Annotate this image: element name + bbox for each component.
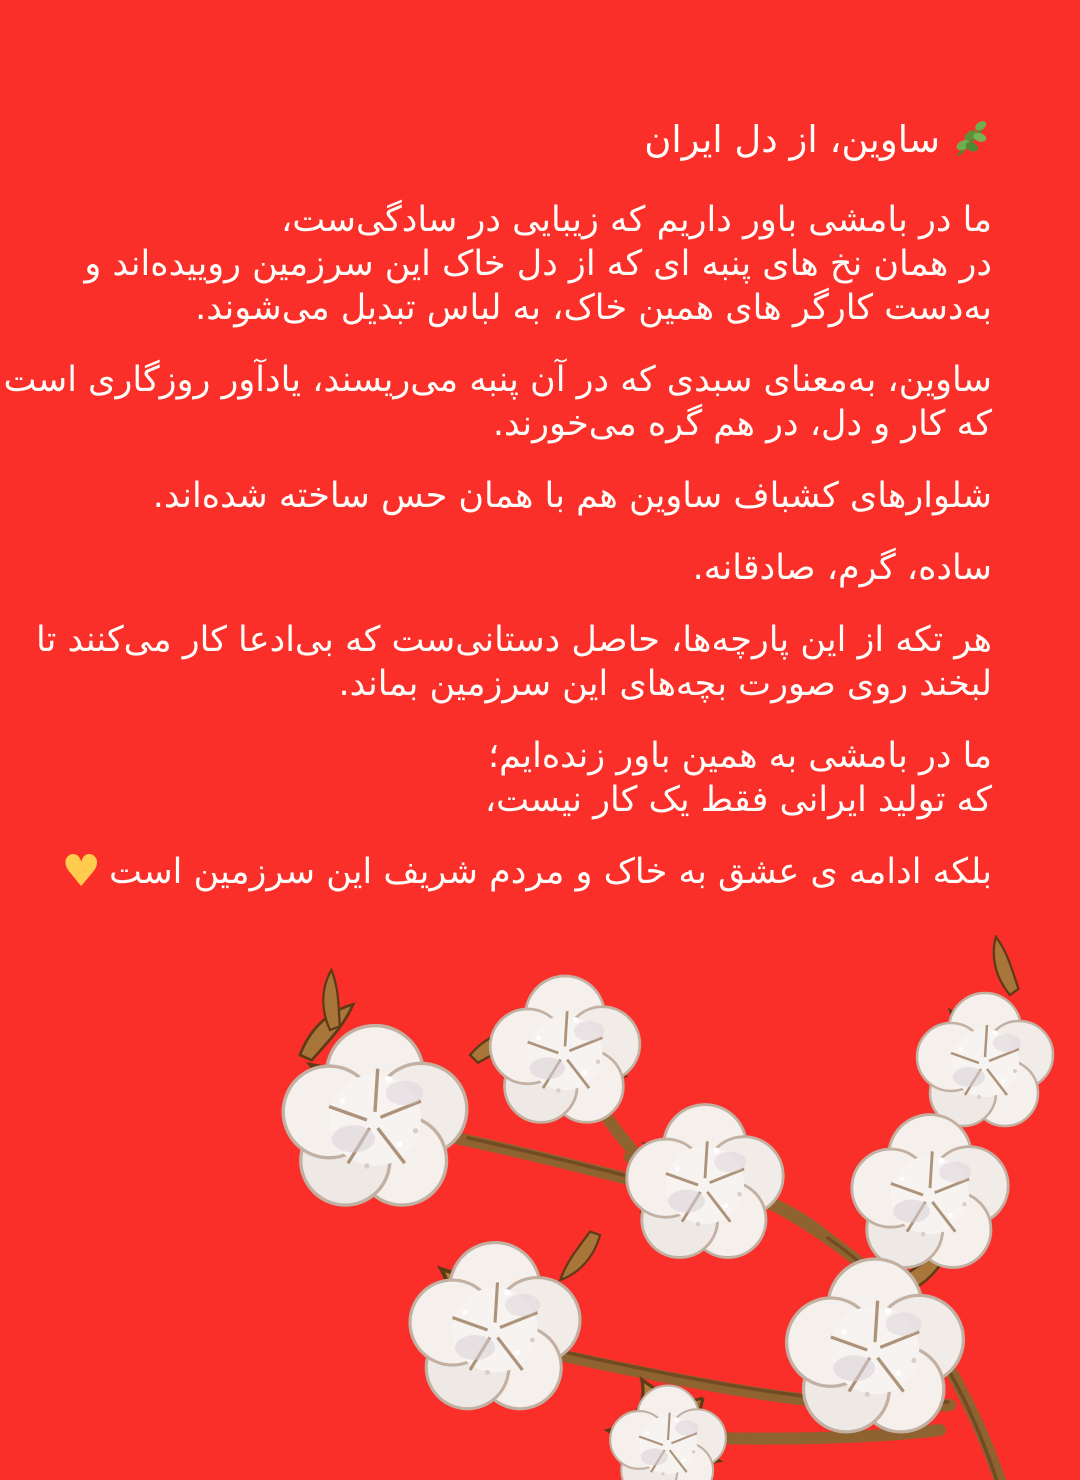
paragraph xyxy=(70,198,992,330)
herb-icon xyxy=(950,118,992,160)
body-text xyxy=(3,198,992,822)
text-line: ما در بامشی به همین باور زنده‌ایم؛ xyxy=(487,736,992,776)
text-line: ساوین، به‌معنای سبدی که در آن پنبه می‌ریسند، یادآور روزگاری است xyxy=(3,360,992,400)
cotton-boll xyxy=(399,1240,580,1424)
text-line: ساده، گرم، صادقانه. xyxy=(692,548,992,588)
text-line: که کار و دل، در هم گره می‌خورند. xyxy=(492,404,992,444)
paragraph xyxy=(70,474,992,518)
text-line: ما در بامشی باور داریم که زیبایی در سادگی‌ست، xyxy=(280,200,992,240)
text-line: در همان نخ های پنبه ای که از دل خاک این سرزمین روییده‌اند و xyxy=(84,244,992,284)
paragraph xyxy=(35,618,992,706)
text-line: لبخند روی صورت بچه‌های این سرزمین بماند. xyxy=(338,664,992,704)
closing-text: بلکه ادامه ی عشق به خاک و مردم شریف این سرزمین است xyxy=(108,852,992,892)
page-title xyxy=(70,118,992,162)
cotton-boll xyxy=(627,1105,783,1260)
text-line: که تولید ایرانی فقط یک کار نیست، xyxy=(484,780,992,820)
paragraph xyxy=(3,358,992,446)
title-text: ساوین، از دل ایران xyxy=(644,118,940,161)
text-line: به‌دست کارگر های همین خاک، به لباس تبدیل می‌شوند. xyxy=(195,288,992,328)
text-line: شلوارهای کشباف ساوین هم با همان حس ساخته شده‌اند. xyxy=(152,476,992,516)
cotton-boll xyxy=(488,976,640,1134)
closing-line xyxy=(61,846,992,897)
text-line: هر تکه از این پارچه‌ها، حاصل دستانی‌ست که بی‌ادعا کار می‌کنند تا xyxy=(35,620,992,660)
cotton-boll xyxy=(852,1115,1008,1276)
cotton-branch-illustration xyxy=(0,935,1080,1480)
yellow-heart-icon: ♥ xyxy=(61,846,101,897)
cotton-boll xyxy=(787,1259,964,1435)
paragraph xyxy=(70,734,992,822)
paragraph xyxy=(70,546,992,590)
